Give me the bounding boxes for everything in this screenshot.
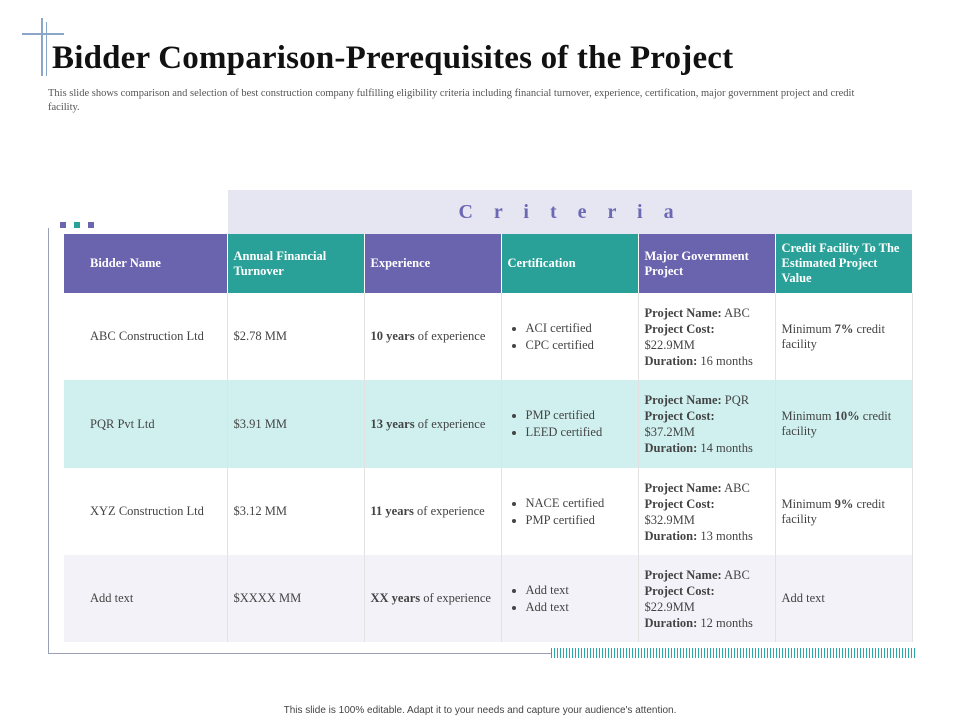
header-experience: Experience: [364, 234, 501, 293]
list-item: • Add text: [526, 599, 632, 616]
dot-purple: [60, 222, 66, 228]
cell-credit-facility: Minimum 7% credit facility: [775, 293, 912, 380]
header-credit-facility: Credit Facility To The Estimated Project Value: [775, 234, 912, 293]
decorative-horizontal-line: [22, 33, 64, 35]
cell-bidder-name: Add text: [64, 555, 227, 642]
frame-bottom-line: [48, 653, 551, 654]
cell-turnover: $2.78 MM: [227, 293, 364, 380]
frame-left-line: [48, 228, 49, 654]
cell-government-project: Project Name: PQR Project Cost: $37.2MM Duration: 14 months: [638, 380, 775, 468]
cell-certification: [501, 380, 638, 468]
list-item: • CPC certified: [526, 337, 632, 354]
table-header-row: [64, 234, 912, 293]
header-government-project: Major Government Project: [638, 234, 775, 293]
decorative-vertical-line: [41, 18, 43, 76]
decorative-vertical-line-thin: [46, 22, 47, 76]
dot-purple: [88, 222, 94, 228]
cell-certification: [501, 293, 638, 380]
list-item: • ACI certified: [526, 320, 632, 337]
comparison-table: [64, 234, 913, 642]
list-item: • PMP certified: [526, 512, 632, 529]
cell-government-project: Project Name: ABC Project Cost: $32.9MM Duration: 13 months: [638, 468, 775, 555]
cell-certification: [501, 468, 638, 555]
cell-bidder-name: XYZ Construction Ltd: [64, 468, 227, 555]
cell-certification: [501, 555, 638, 642]
cell-credit-facility: Add text: [775, 555, 912, 642]
cell-experience: 10 years of experience: [364, 293, 501, 380]
dot-teal: [74, 222, 80, 228]
cell-bidder-name: PQR Pvt Ltd: [64, 380, 227, 468]
header-bidder-name: Bidder Name: [64, 234, 227, 293]
header-annual-turnover: Annual Financial Turnover: [227, 234, 364, 293]
criteria-banner: [228, 190, 912, 234]
decorative-striped-bar: [551, 648, 917, 658]
decorative-dots: [60, 222, 94, 228]
list-item: • PMP certified: [526, 407, 632, 424]
cell-turnover: $XXXX MM: [227, 555, 364, 642]
list-item: • LEED certified: [526, 424, 632, 441]
page-title: Bidder Comparison-Prerequisites of the Project: [52, 40, 734, 76]
cell-experience: XX years of experience: [364, 555, 501, 642]
list-item: • Add text: [526, 582, 632, 599]
table-row: [64, 293, 912, 380]
criteria-label: C r i t e r i a: [458, 200, 682, 223]
cell-credit-facility: Minimum 9% credit facility: [775, 468, 912, 555]
cell-government-project: Project Name: ABC Project Cost: $22.9MM Duration: 12 months: [638, 555, 775, 642]
cell-turnover: $3.91 MM: [227, 380, 364, 468]
cell-government-project: Project Name: ABC Project Cost: $22.9MM Duration: 16 months: [638, 293, 775, 380]
cell-experience: 13 years of experience: [364, 380, 501, 468]
cell-experience: 11 years of experience: [364, 468, 501, 555]
cell-turnover: $3.12 MM: [227, 468, 364, 555]
header-certification: Certification: [501, 234, 638, 293]
table-row: [64, 468, 912, 555]
cell-credit-facility: Minimum 10% credit facility: [775, 380, 912, 468]
footer-note: This slide is 100% editable. Adapt it to your needs and capture your audience's attention.: [283, 705, 677, 716]
table-row: [64, 380, 912, 468]
cell-bidder-name: ABC Construction Ltd: [64, 293, 227, 380]
list-item: • NACE certified: [526, 495, 632, 512]
page-subtitle: This slide shows comparison and selection of best construction company fulfilling eligibility criteria including financial turnover, experience, certification, major government project and credit facility.: [48, 88, 855, 113]
table-row: [64, 555, 912, 642]
